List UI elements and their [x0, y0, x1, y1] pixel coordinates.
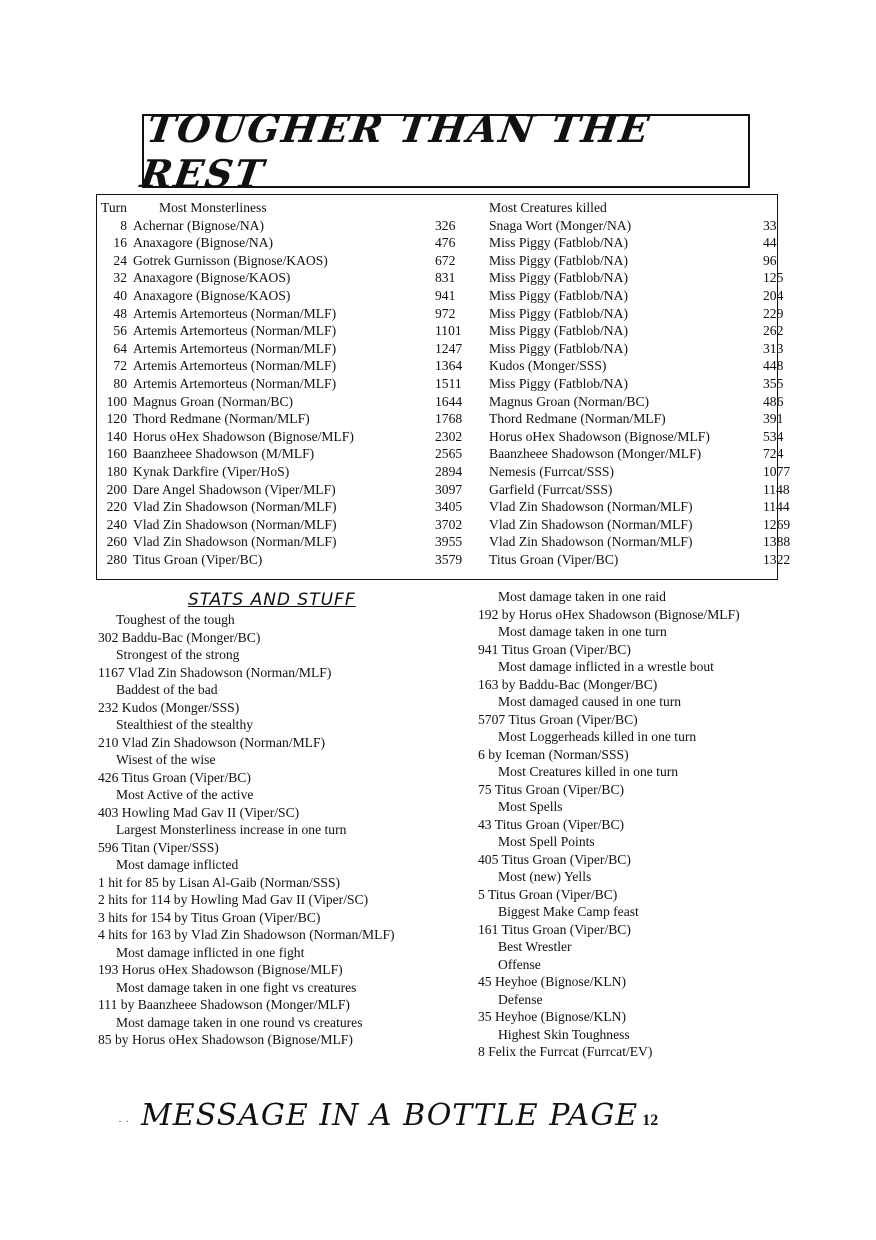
character-cell: Thord Redmane (Norman/MLF): [133, 411, 310, 427]
table-row: [101, 516, 473, 534]
creatures-killed-value: 96: [763, 252, 777, 268]
table-row: [101, 322, 473, 340]
stat-entry: 1167 Vlad Zin Shadowson (Norman/MLF): [98, 664, 332, 680]
table-row: [101, 481, 473, 499]
turn-cell: 48: [113, 305, 127, 321]
table-row: [101, 269, 473, 287]
table-row: [101, 252, 473, 270]
character-cell: Artemis Artemorteus (Norman/MLF): [133, 375, 337, 391]
table-row: [489, 551, 791, 569]
stat-category: Offense: [498, 956, 541, 972]
table-row: [101, 445, 473, 463]
character-cell: Vlad Zin Shadowson (Norman/MLF): [133, 499, 337, 515]
monsterliness-value: 1768: [435, 411, 463, 427]
monsterliness-value: 2894: [435, 463, 463, 479]
page-number: 12: [642, 1112, 659, 1129]
table-row: [101, 234, 473, 252]
creatures-killed-heading: Most Creatures killed: [489, 200, 607, 215]
character-cell: Horus oHex Shadowson (Bignose/MLF): [133, 428, 354, 444]
creatures-killed-value: 1144: [763, 499, 790, 515]
turn-cell: 120: [106, 411, 127, 427]
table-row: [489, 481, 790, 499]
turn-cell: 200: [106, 481, 127, 497]
monsterliness-heading: Most Monsterliness: [159, 200, 267, 215]
character-cell: Horus oHex Shadowson (Bignose/MLF): [489, 428, 710, 444]
table-row: [101, 287, 473, 305]
character-cell: Baanzheee Shadowson (Monger/MLF): [489, 446, 702, 462]
character-cell: Miss Piggy (Fatblob/NA): [489, 252, 628, 268]
stat-category: Biggest Make Camp feast: [498, 904, 639, 919]
stat-category: Most Spell Points: [498, 834, 595, 849]
stat-entry: 5 Titus Groan (Viper/BC): [478, 886, 618, 902]
table-row: [489, 269, 784, 287]
table-row: [101, 340, 473, 358]
turn-header: Turn: [101, 200, 127, 215]
monsterliness-value: 2565: [435, 446, 463, 462]
stat-entry: 210 Vlad Zin Shadowson (Norman/MLF): [98, 734, 326, 750]
table-row: [489, 252, 777, 270]
stats-heading: STATS AND STUFF: [188, 590, 356, 610]
creatures-killed-value: 44: [763, 235, 777, 251]
character-cell: Kynak Darkfire (Viper/HoS): [133, 463, 290, 479]
turn-cell: 24: [113, 252, 127, 268]
stat-category: Wisest of the wise: [116, 752, 216, 767]
monsterliness-value: 1644: [435, 393, 463, 409]
character-cell: Artemis Artemorteus (Norman/MLF): [133, 305, 337, 321]
turn-cell: 72: [113, 358, 127, 374]
monsterliness-value: 3702: [435, 516, 463, 532]
creatures-killed-value: 534: [763, 428, 784, 444]
character-cell: Anaxagore (Bignose/KAOS): [133, 270, 291, 286]
stat-category: Most Active of the active: [116, 787, 254, 802]
stat-category: Baddest of the bad: [116, 682, 218, 697]
footer-dots: · ·: [118, 1114, 129, 1128]
character-cell: Gotrek Gurnisson (Bignose/KAOS): [133, 252, 328, 268]
character-cell: Snaga Wort (Monger/NA): [489, 217, 632, 233]
character-cell: Anaxagore (Bignose/NA): [133, 235, 274, 251]
turn-cell: 240: [106, 516, 127, 532]
turn-cell: 100: [106, 393, 127, 409]
monsterliness-value: 1364: [435, 358, 463, 374]
creatures-killed-value: 313: [763, 340, 784, 356]
table-row: [101, 375, 473, 393]
table-row: [489, 305, 784, 323]
monsterliness-value: 3579: [435, 551, 463, 567]
creatures-killed-value: 262: [763, 323, 784, 339]
table-row: [101, 551, 473, 569]
monsterliness-value: 672: [435, 252, 456, 268]
creatures-killed-value: 1269: [763, 516, 791, 532]
stat-category: Most damage taken in one fight vs creatures: [116, 979, 357, 995]
character-cell: Miss Piggy (Fatblob/NA): [489, 305, 628, 321]
stat-category: Most damage inflicted: [116, 857, 239, 872]
character-cell: Vlad Zin Shadowson (Norman/MLF): [489, 534, 693, 550]
character-cell: Achernar (Bignose/NA): [133, 217, 264, 233]
creatures-killed-value: 724: [763, 446, 784, 462]
table-row: [101, 357, 473, 375]
table-row: [101, 305, 473, 323]
character-cell: Kudos (Monger/SSS): [489, 358, 607, 374]
character-cell: Miss Piggy (Fatblob/NA): [489, 287, 628, 303]
table-row: [489, 234, 777, 252]
stat-entry: 85 by Horus oHex Shadowson (Bignose/MLF): [98, 1032, 353, 1047]
table-row: [489, 533, 791, 551]
table-row: [489, 393, 784, 411]
character-cell: Nemesis (Furrcat/SSS): [489, 463, 614, 479]
turn-cell: 8: [120, 217, 127, 233]
table-row: [101, 393, 473, 411]
table-row: [489, 428, 784, 446]
character-cell: Miss Piggy (Fatblob/NA): [489, 375, 628, 391]
character-cell: Anaxagore (Bignose/KAOS): [133, 287, 291, 303]
monsterliness-column: [101, 199, 473, 568]
monsterliness-value: 2302: [435, 428, 463, 444]
table-row: [101, 463, 473, 481]
table-row: [489, 445, 784, 463]
character-cell: Miss Piggy (Fatblob/NA): [489, 235, 628, 251]
creatures-killed-value: 486: [763, 393, 784, 409]
table-row: [489, 322, 784, 340]
stat-entry: 6 by Iceman (Norman/SSS): [478, 746, 629, 762]
stat-entry: 75 Titus Groan (Viper/BC): [478, 781, 625, 797]
turn-cell: 180: [106, 463, 127, 479]
turn-cell: 140: [106, 428, 127, 444]
monsterliness-value: 1511: [435, 375, 462, 391]
stat-category: Most Loggerheads killed in one turn: [498, 729, 697, 744]
turn-cell: 64: [113, 340, 127, 356]
turn-cell: 16: [113, 235, 127, 251]
stat-entry: 35 Heyhoe (Bignose/KLN): [478, 1009, 626, 1024]
stat-entry: 4 hits for 163 by Vlad Zin Shadowson (Norman/MLF): [98, 927, 395, 942]
character-cell: Titus Groan (Viper/BC): [489, 551, 619, 567]
turn-cell: 280: [106, 551, 127, 567]
character-cell: Miss Piggy (Fatblob/NA): [489, 323, 628, 339]
stat-category: Stealthiest of the stealthy: [116, 717, 254, 732]
stat-category: Most Creatures killed in one turn: [498, 764, 679, 779]
table-row: [489, 340, 784, 358]
character-cell: Artemis Artemorteus (Norman/MLF): [133, 340, 337, 356]
turn-cell: 56: [113, 323, 127, 339]
creatures-killed-column: [489, 199, 791, 568]
footer-title: MESSAGE IN A BOTTLE PAGE: [141, 1098, 639, 1133]
stat-entry: 596 Titan (Viper/SSS): [98, 839, 219, 855]
stat-category: Most damaged caused in one turn: [498, 694, 682, 709]
stat-category: Strongest of the strong: [116, 647, 240, 662]
table-row: [489, 217, 777, 235]
creatures-killed-value: 1388: [763, 534, 791, 550]
character-cell: Garfield (Furrcat/SSS): [489, 481, 613, 497]
stat-category: Most Spells: [498, 799, 563, 814]
rankings-table: [96, 194, 791, 580]
character-cell: Miss Piggy (Fatblob/NA): [489, 270, 628, 286]
creatures-killed-value: 204: [763, 287, 784, 303]
stat-category: Most damage inflicted in a wrestle bout: [498, 659, 714, 674]
table-row: [101, 533, 473, 551]
stats-right-column: [478, 588, 798, 1061]
turn-cell: 260: [106, 534, 127, 550]
stat-entry: 111 by Baanzheee Shadowson (Monger/MLF): [98, 997, 350, 1012]
stat-entry: 232 Kudos (Monger/SSS): [98, 699, 240, 715]
page-footer: [118, 1098, 658, 1133]
stat-entry: 426 Titus Groan (Viper/BC): [98, 769, 251, 785]
character-cell: Vlad Zin Shadowson (Norman/MLF): [489, 516, 693, 532]
stat-entry: 403 Howling Mad Gav II (Viper/SC): [98, 804, 300, 820]
page-title: TOUGHER THAN THE REST: [137, 106, 654, 196]
character-cell: Baanzheee Shadowson (M/MLF): [133, 446, 315, 462]
stat-category: Most (new) Yells: [498, 869, 592, 884]
creatures-killed-value: 391: [763, 411, 784, 427]
character-cell: Magnus Groan (Norman/BC): [489, 393, 650, 409]
stat-entry: 3 hits for 154 by Titus Groan (Viper/BC): [98, 909, 321, 925]
stat-category: Best Wrestler: [498, 939, 572, 954]
table-row: [101, 410, 473, 428]
character-cell: Titus Groan (Viper/BC): [133, 551, 263, 567]
character-cell: Vlad Zin Shadowson (Norman/MLF): [489, 499, 693, 515]
monsterliness-value: 3097: [435, 481, 463, 497]
turn-cell: 160: [106, 446, 127, 462]
stats-left-column: [98, 611, 470, 1049]
monsterliness-value: 1247: [435, 340, 463, 356]
stat-entry: 8 Felix the Furrcat (Furrcat/EV): [478, 1044, 653, 1059]
stat-category: Defense: [498, 991, 543, 1007]
character-cell: Dare Angel Shadowson (Viper/MLF): [133, 481, 336, 497]
stat-category: Toughest of the tough: [116, 612, 235, 627]
creatures-killed-value: 1322: [763, 551, 791, 567]
monsterliness-value: 326: [435, 217, 456, 233]
table-row: [489, 375, 784, 393]
stat-category: Most damage taken in one turn: [498, 624, 667, 639]
monsterliness-value: 476: [435, 235, 456, 251]
creatures-killed-value: 355: [763, 375, 784, 391]
stat-category: Most damage taken in one round vs creatures: [116, 1014, 363, 1030]
monsterliness-header: [101, 199, 473, 217]
stat-entry: 5707 Titus Groan (Viper/BC): [478, 711, 638, 727]
stat-category: Most damage taken in one raid: [498, 589, 666, 604]
creatures-killed-value: 33: [763, 217, 777, 233]
turn-cell: 40: [113, 287, 127, 303]
character-cell: Artemis Artemorteus (Norman/MLF): [133, 323, 337, 339]
stat-entry: 161 Titus Groan (Viper/BC): [478, 921, 631, 937]
table-row: [101, 428, 473, 446]
monsterliness-value: 3405: [435, 499, 463, 515]
table-row: [489, 287, 784, 305]
table-row: [489, 516, 791, 534]
stat-entry: 45 Heyhoe (Bignose/KLN): [478, 974, 626, 989]
stat-entry: 193 Horus oHex Shadowson (Bignose/MLF): [98, 962, 343, 977]
table-row: [489, 410, 784, 428]
stat-entry: 405 Titus Groan (Viper/BC): [478, 851, 631, 867]
stat-category: Most damage inflicted in one fight: [116, 944, 305, 960]
stat-category: Highest Skin Toughness: [498, 1026, 630, 1042]
stat-entry: 163 by Baddu-Bac (Monger/BC): [478, 676, 658, 692]
creatures-killed-value: 229: [763, 305, 784, 321]
character-cell: Artemis Artemorteus (Norman/MLF): [133, 358, 337, 374]
stat-entry: 302 Baddu-Bac (Monger/BC): [98, 629, 261, 645]
character-cell: Miss Piggy (Fatblob/NA): [489, 340, 628, 356]
character-cell: Vlad Zin Shadowson (Norman/MLF): [133, 516, 337, 532]
title-banner: [137, 106, 750, 196]
table-row: [101, 217, 473, 235]
stat-entry: 1 hit for 85 by Lisan Al-Gaib (Norman/SSS): [98, 874, 341, 890]
stat-category: Largest Monsterliness increase in one turn: [116, 822, 347, 837]
stat-entry: 43 Titus Groan (Viper/BC): [478, 816, 625, 832]
turn-cell: 220: [106, 499, 127, 515]
monsterliness-value: 972: [435, 305, 456, 321]
turn-cell: 80: [113, 375, 127, 391]
turn-cell: 32: [113, 270, 127, 286]
creatures-killed-header: [489, 199, 773, 217]
table-row: [489, 463, 791, 481]
character-cell: Thord Redmane (Norman/MLF): [489, 411, 666, 427]
monsterliness-value: 941: [435, 287, 456, 303]
character-cell: Magnus Groan (Norman/BC): [133, 393, 294, 409]
creatures-killed-value: 1148: [763, 481, 790, 497]
stat-entry: 192 by Horus oHex Shadowson (Bignose/MLF): [478, 606, 740, 622]
table-row: [489, 357, 784, 375]
creatures-killed-value: 125: [763, 270, 784, 286]
stat-entry: 941 Titus Groan (Viper/BC): [478, 641, 631, 657]
table-row: [489, 498, 790, 516]
character-cell: Vlad Zin Shadowson (Norman/MLF): [133, 534, 337, 550]
table-row: [101, 498, 473, 516]
monsterliness-value: 3955: [435, 534, 463, 550]
creatures-killed-value: 1077: [763, 463, 791, 479]
creatures-killed-value: 448: [763, 358, 784, 374]
monsterliness-value: 1101: [435, 323, 462, 339]
stat-entry: 2 hits for 114 by Howling Mad Gav II (Viper/SC): [98, 892, 369, 907]
monsterliness-value: 831: [435, 270, 456, 286]
